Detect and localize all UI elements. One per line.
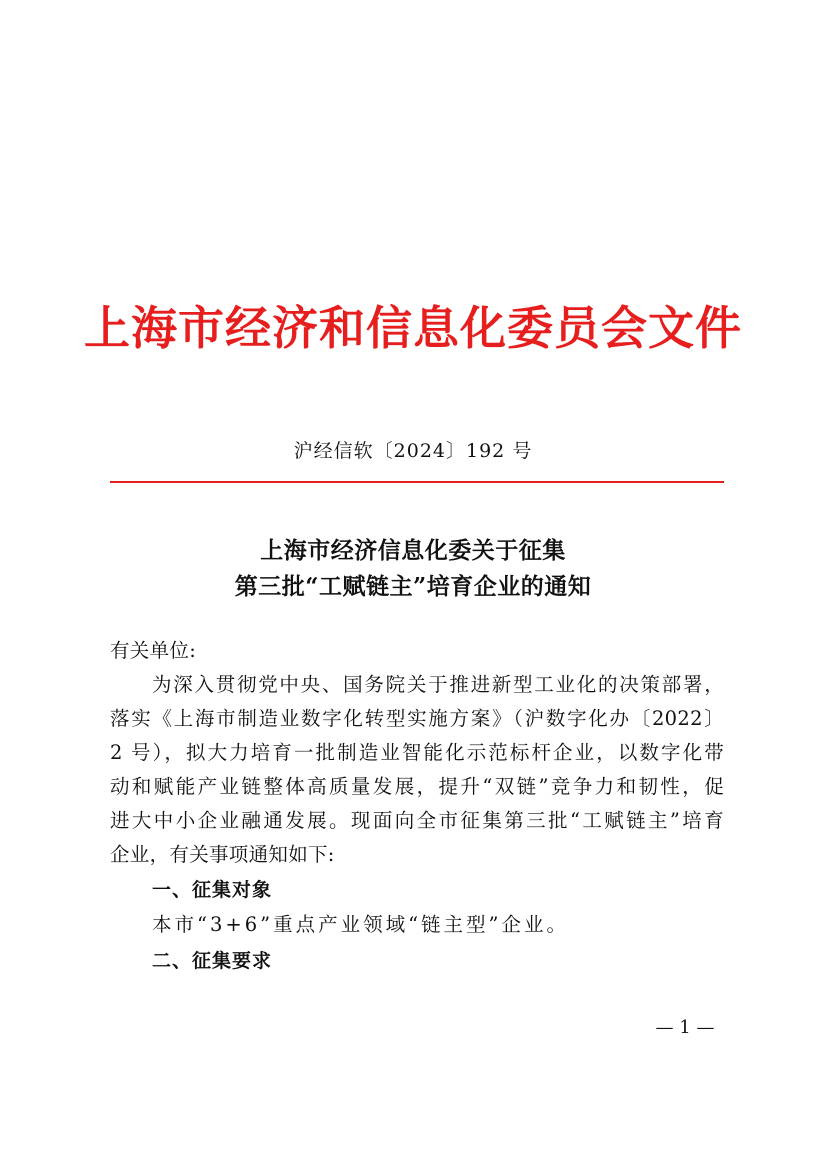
- section-1-text: 本市“3+6”重点产业领域“链主型”企业。: [152, 913, 570, 936]
- section-1-heading: 一、征集对象: [152, 879, 273, 901]
- page-number: — 1 —: [655, 1017, 715, 1038]
- document-number: 沪经信软〔2024〕192 号: [293, 440, 533, 462]
- section-2-heading: 二、征集要求: [152, 950, 273, 972]
- salutation: 有关单位:: [110, 639, 197, 662]
- title-line-1: 上海市经济信息化委关于征集: [260, 537, 566, 564]
- masthead: 上海市经济和信息化委员会文件: [84, 301, 742, 355]
- red-divider-line: [110, 481, 724, 483]
- paragraph-line-6: 企业，有关事项通知如下:: [110, 843, 335, 866]
- title-line-2: 第三批“工赋链主”培育企业的通知: [234, 573, 592, 600]
- paragraph-line-1: 为深入贯彻党中央、国务院关于推进新型工业化的决策部署，: [152, 673, 724, 696]
- paragraph-line-2: 落实《上海市制造业数字化转型实施方案》（沪数字化办〔2022〕: [110, 707, 724, 730]
- paragraph-line-3: 2 号），拟大力培育一批制造业智能化示范标杆企业，以数字化带: [110, 741, 724, 764]
- paragraph-line-5: 进大中小企业融通发展。现面向全市征集第三批“工赋链主”培育: [110, 809, 724, 832]
- paragraph-line-4: 动和赋能产业链整体高质量发展，提升“双链”竞争力和韧性，促: [110, 775, 724, 798]
